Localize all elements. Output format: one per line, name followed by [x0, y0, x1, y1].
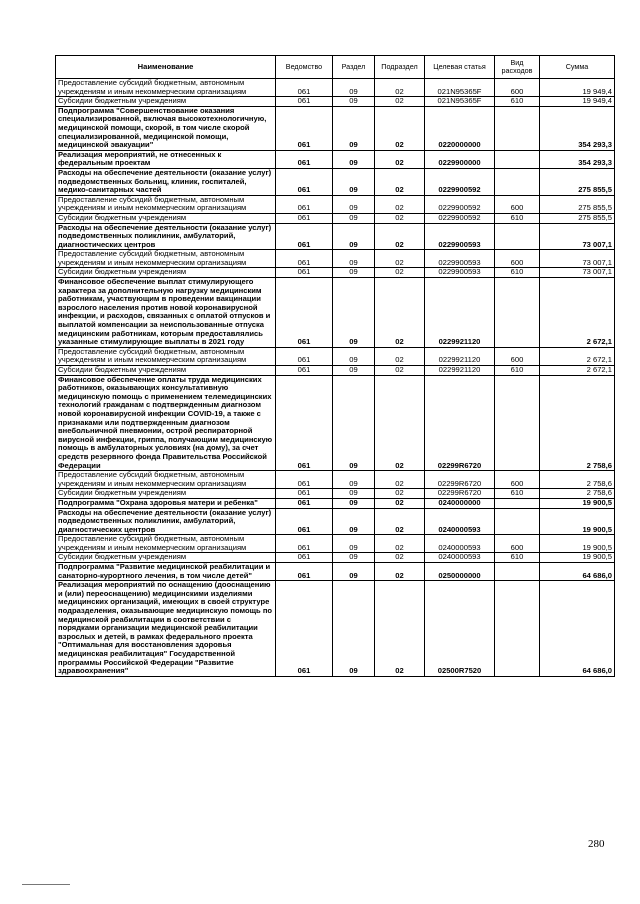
cell-dept: 061: [276, 489, 333, 499]
cell-subsection: 02: [375, 563, 425, 581]
table-row: [56, 563, 615, 581]
cell-target: 02299R6720: [425, 375, 495, 471]
cell-dept: 061: [276, 508, 333, 535]
cell-section: 09: [333, 498, 375, 508]
cell-target: 02500R7520: [425, 581, 495, 677]
header-dept: Ведомство: [276, 56, 333, 79]
table-row: [56, 535, 615, 553]
cell-subsection: 02: [375, 508, 425, 535]
cell-sum: 19 949,4: [540, 97, 615, 107]
cell-exp-type: 610: [495, 553, 540, 563]
cell-section: 09: [333, 563, 375, 581]
cell-exp-type: [495, 150, 540, 168]
cell-sum: 2 758,6: [540, 375, 615, 471]
cell-name: Подпрограмма "Совершенствование оказания специализированной, включая высокотехнологичную, медицинской помощи, скорой, в том числе скорой специализированной, медицинской помощи, медицинской эвакуации": [56, 106, 276, 150]
cell-exp-type: 600: [495, 79, 540, 97]
cell-target: 0229900593: [425, 250, 495, 268]
cell-sum: 64 686,0: [540, 563, 615, 581]
cell-exp-type: 600: [495, 250, 540, 268]
cell-sum: 19 900,5: [540, 553, 615, 563]
cell-subsection: 02: [375, 250, 425, 268]
cell-sum: 275 855,5: [540, 195, 615, 213]
cell-section: 09: [333, 553, 375, 563]
cell-sum: 2 758,6: [540, 489, 615, 499]
cell-dept: 061: [276, 97, 333, 107]
cell-subsection: 02: [375, 213, 425, 223]
cell-sum: 2 758,6: [540, 471, 615, 489]
header-target: Целевая статья: [425, 56, 495, 79]
cell-subsection: 02: [375, 471, 425, 489]
cell-section: 09: [333, 97, 375, 107]
table-row: [56, 489, 615, 499]
table-row: [56, 213, 615, 223]
cell-name: Предоставление субсидий бюджетным, автономным учреждениям и иным некоммерческим организациям: [56, 79, 276, 97]
cell-dept: 061: [276, 553, 333, 563]
cell-target: 0229900592: [425, 195, 495, 213]
cell-name: Финансовое обеспечение оплаты труда медицинских работников, оказывающих консультативную медицинскую помощь с применением телемедицинских технологий гражданам с подтвержденным диагнозом новой коронавирусной инфекции COVID-19, а также с признаками или подтвержденным диагнозом внебольничной пневмонии, острой респираторной вирусной инфекции, гриппа, получающим медицинскую помощь в амбулаторных условиях (на дому), за счет средств резервного фонда Правительства Российской Федерации: [56, 375, 276, 471]
cell-subsection: 02: [375, 168, 425, 195]
cell-exp-type: 600: [495, 535, 540, 553]
cell-sum: 19 900,5: [540, 535, 615, 553]
cell-dept: 061: [276, 268, 333, 278]
cell-exp-type: [495, 106, 540, 150]
cell-name: Предоставление субсидий бюджетным, автономным учреждениям и иным некоммерческим организациям: [56, 250, 276, 268]
cell-dept: 061: [276, 375, 333, 471]
table-row: [56, 250, 615, 268]
cell-target: 0229900592: [425, 213, 495, 223]
cell-dept: 061: [276, 250, 333, 268]
cell-target: 02299R6720: [425, 471, 495, 489]
cell-subsection: 02: [375, 347, 425, 365]
table-row: [56, 471, 615, 489]
cell-subsection: 02: [375, 535, 425, 553]
cell-name: Субсидии бюджетным учреждениям: [56, 268, 276, 278]
cell-section: 09: [333, 347, 375, 365]
cell-name: Субсидии бюджетным учреждениям: [56, 489, 276, 499]
cell-target: 0229900593: [425, 268, 495, 278]
cell-subsection: 02: [375, 278, 425, 348]
cell-dept: 061: [276, 471, 333, 489]
table-row: [56, 498, 615, 508]
cell-section: 09: [333, 535, 375, 553]
cell-dept: 061: [276, 79, 333, 97]
cell-target: 0229921120: [425, 347, 495, 365]
cell-section: 09: [333, 471, 375, 489]
table-row: [56, 97, 615, 107]
cell-exp-type: [495, 278, 540, 348]
cell-name: Предоставление субсидий бюджетным, автономным учреждениям и иным некоммерческим организациям: [56, 535, 276, 553]
cell-target: 0220000000: [425, 106, 495, 150]
cell-sum: 354 293,3: [540, 150, 615, 168]
cell-name: Предоставление субсидий бюджетным, автономным учреждениям и иным некоммерческим организациям: [56, 195, 276, 213]
cell-section: 09: [333, 213, 375, 223]
table-body: [56, 79, 615, 677]
table-row: [56, 150, 615, 168]
cell-name: Расходы на обеспечение деятельности (оказание услуг) подведомственных поликлиник, амбулаторий, диагностических центров: [56, 508, 276, 535]
page-number: 280: [588, 838, 605, 850]
cell-target: 02299R6720: [425, 489, 495, 499]
cell-dept: 061: [276, 498, 333, 508]
cell-exp-type: 600: [495, 195, 540, 213]
cell-exp-type: [495, 498, 540, 508]
budget-table: [55, 55, 615, 677]
cell-sum: 19 900,5: [540, 508, 615, 535]
cell-exp-type: 610: [495, 489, 540, 499]
cell-exp-type: [495, 168, 540, 195]
cell-name: Реализация мероприятий, не отнесенных к федеральным проектам: [56, 150, 276, 168]
cell-sum: 73 007,1: [540, 250, 615, 268]
cell-section: 09: [333, 150, 375, 168]
cell-sum: 275 855,5: [540, 168, 615, 195]
cell-target: 0229921120: [425, 366, 495, 376]
cell-target: 021N95365F: [425, 79, 495, 97]
cell-subsection: 02: [375, 97, 425, 107]
cell-dept: 061: [276, 150, 333, 168]
cell-name: Финансовое обеспечение выплат стимулирующего характера за дополнительную нагрузку медицинским работникам, участвующим в проведении вакцинации взрослого населения против новой коронавирусной инфекции, и расходов, связанных с оплатой отпусков и выплатой компенсации за неиспользованные отпуска медицинским работникам, которым предоставлялись указанные стимулирующие выплаты в 2021 году: [56, 278, 276, 348]
table-row: [56, 375, 615, 471]
table-row: [56, 223, 615, 250]
cell-section: 09: [333, 168, 375, 195]
cell-name: Расходы на обеспечение деятельности (оказание услуг) подведомственных больниц, клиник, госпиталей, медико-санитарных частей: [56, 168, 276, 195]
cell-exp-type: 600: [495, 347, 540, 365]
cell-subsection: 02: [375, 195, 425, 213]
cell-subsection: 02: [375, 268, 425, 278]
table-row: [56, 278, 615, 348]
header-section: Раздел: [333, 56, 375, 79]
cell-section: 09: [333, 508, 375, 535]
cell-sum: 354 293,3: [540, 106, 615, 150]
cell-subsection: 02: [375, 366, 425, 376]
table-row: [56, 508, 615, 535]
cell-sum: 2 672,1: [540, 278, 615, 348]
cell-target: 0240000593: [425, 553, 495, 563]
table-row: [56, 347, 615, 365]
cell-subsection: 02: [375, 375, 425, 471]
header-exp-type: Вид расходов: [495, 56, 540, 79]
cell-target: 0240000000: [425, 498, 495, 508]
cell-target: 0229921120: [425, 278, 495, 348]
cell-exp-type: [495, 581, 540, 677]
cell-subsection: 02: [375, 498, 425, 508]
cell-dept: 061: [276, 535, 333, 553]
cell-name: Расходы на обеспечение деятельности (оказание услуг) подведомственных поликлиник, амбулаторий, диагностических центров: [56, 223, 276, 250]
cell-subsection: 02: [375, 106, 425, 150]
cell-exp-type: 600: [495, 471, 540, 489]
cell-subsection: 02: [375, 79, 425, 97]
cell-dept: 061: [276, 366, 333, 376]
cell-dept: 061: [276, 581, 333, 677]
cell-sum: 2 672,1: [540, 347, 615, 365]
cell-name: Подпрограмма "Развитие медицинской реабилитации и санаторно-курортного лечения, в том числе детей": [56, 563, 276, 581]
cell-dept: 061: [276, 213, 333, 223]
cell-sum: 19 949,4: [540, 79, 615, 97]
cell-section: 09: [333, 366, 375, 376]
cell-dept: 061: [276, 195, 333, 213]
cell-name: Подпрограмма "Охрана здоровья матери и ребенка": [56, 498, 276, 508]
cell-name: Реализация мероприятий по оснащению (дооснащению и (или) переоснащению) медицинскими изделиями медицинских организаций, имеющих в своей структуре подразделения, оказывающие медицинскую помощь по медицинской реабилитации в соответствии с порядками организации медицинской реабилитации взрослых и детей, в рамках федерального проекта "Оптимальная для восстановления здоровья медицинская реабилитация" Государственной программы Российской Федерации "Развитие здравоохранения": [56, 581, 276, 677]
cell-section: 09: [333, 581, 375, 677]
table-row: [56, 168, 615, 195]
cell-subsection: 02: [375, 150, 425, 168]
cell-sum: 73 007,1: [540, 268, 615, 278]
header-subsection: Подраздел: [375, 56, 425, 79]
cell-section: 09: [333, 223, 375, 250]
cell-section: 09: [333, 375, 375, 471]
cell-target: 0229900000: [425, 150, 495, 168]
cell-section: 09: [333, 250, 375, 268]
cell-name: Предоставление субсидий бюджетным, автономным учреждениям и иным некоммерческим организациям: [56, 347, 276, 365]
cell-name: Предоставление субсидий бюджетным, автономным учреждениям и иным некоммерческим организациям: [56, 471, 276, 489]
cell-target: 0240000593: [425, 508, 495, 535]
table-row: [56, 366, 615, 376]
cell-sum: 64 686,0: [540, 581, 615, 677]
cell-section: 09: [333, 195, 375, 213]
cell-sum: 73 007,1: [540, 223, 615, 250]
cell-sum: 19 900,5: [540, 498, 615, 508]
cell-dept: 061: [276, 563, 333, 581]
table-row: [56, 195, 615, 213]
cell-subsection: 02: [375, 581, 425, 677]
cell-target: 0250000000: [425, 563, 495, 581]
cell-exp-type: 610: [495, 213, 540, 223]
footer-divider: [22, 884, 70, 885]
cell-section: 09: [333, 489, 375, 499]
cell-name: Субсидии бюджетным учреждениям: [56, 553, 276, 563]
cell-subsection: 02: [375, 489, 425, 499]
cell-exp-type: 610: [495, 97, 540, 107]
cell-dept: 061: [276, 223, 333, 250]
cell-name: Субсидии бюджетным учреждениям: [56, 366, 276, 376]
cell-exp-type: [495, 375, 540, 471]
cell-dept: 061: [276, 106, 333, 150]
cell-exp-type: [495, 223, 540, 250]
table-row: [56, 79, 615, 97]
cell-sum: 275 855,5: [540, 213, 615, 223]
cell-name: Субсидии бюджетным учреждениям: [56, 213, 276, 223]
cell-sum: 2 672,1: [540, 366, 615, 376]
cell-dept: 061: [276, 168, 333, 195]
cell-exp-type: [495, 508, 540, 535]
cell-target: 0229900593: [425, 223, 495, 250]
cell-target: 0229900592: [425, 168, 495, 195]
cell-exp-type: 610: [495, 366, 540, 376]
cell-exp-type: [495, 563, 540, 581]
cell-subsection: 02: [375, 553, 425, 563]
cell-subsection: 02: [375, 223, 425, 250]
table-row: [56, 581, 615, 677]
cell-section: 09: [333, 79, 375, 97]
cell-section: 09: [333, 278, 375, 348]
cell-dept: 061: [276, 347, 333, 365]
cell-section: 09: [333, 268, 375, 278]
header-sum: Сумма: [540, 56, 615, 79]
cell-name: Субсидии бюджетным учреждениям: [56, 97, 276, 107]
cell-target: 0240000593: [425, 535, 495, 553]
header-name: Наименование: [56, 56, 276, 79]
table-header-row: [56, 56, 615, 79]
cell-section: 09: [333, 106, 375, 150]
cell-dept: 061: [276, 278, 333, 348]
cell-exp-type: 610: [495, 268, 540, 278]
cell-target: 021N95365F: [425, 97, 495, 107]
table-row: [56, 106, 615, 150]
